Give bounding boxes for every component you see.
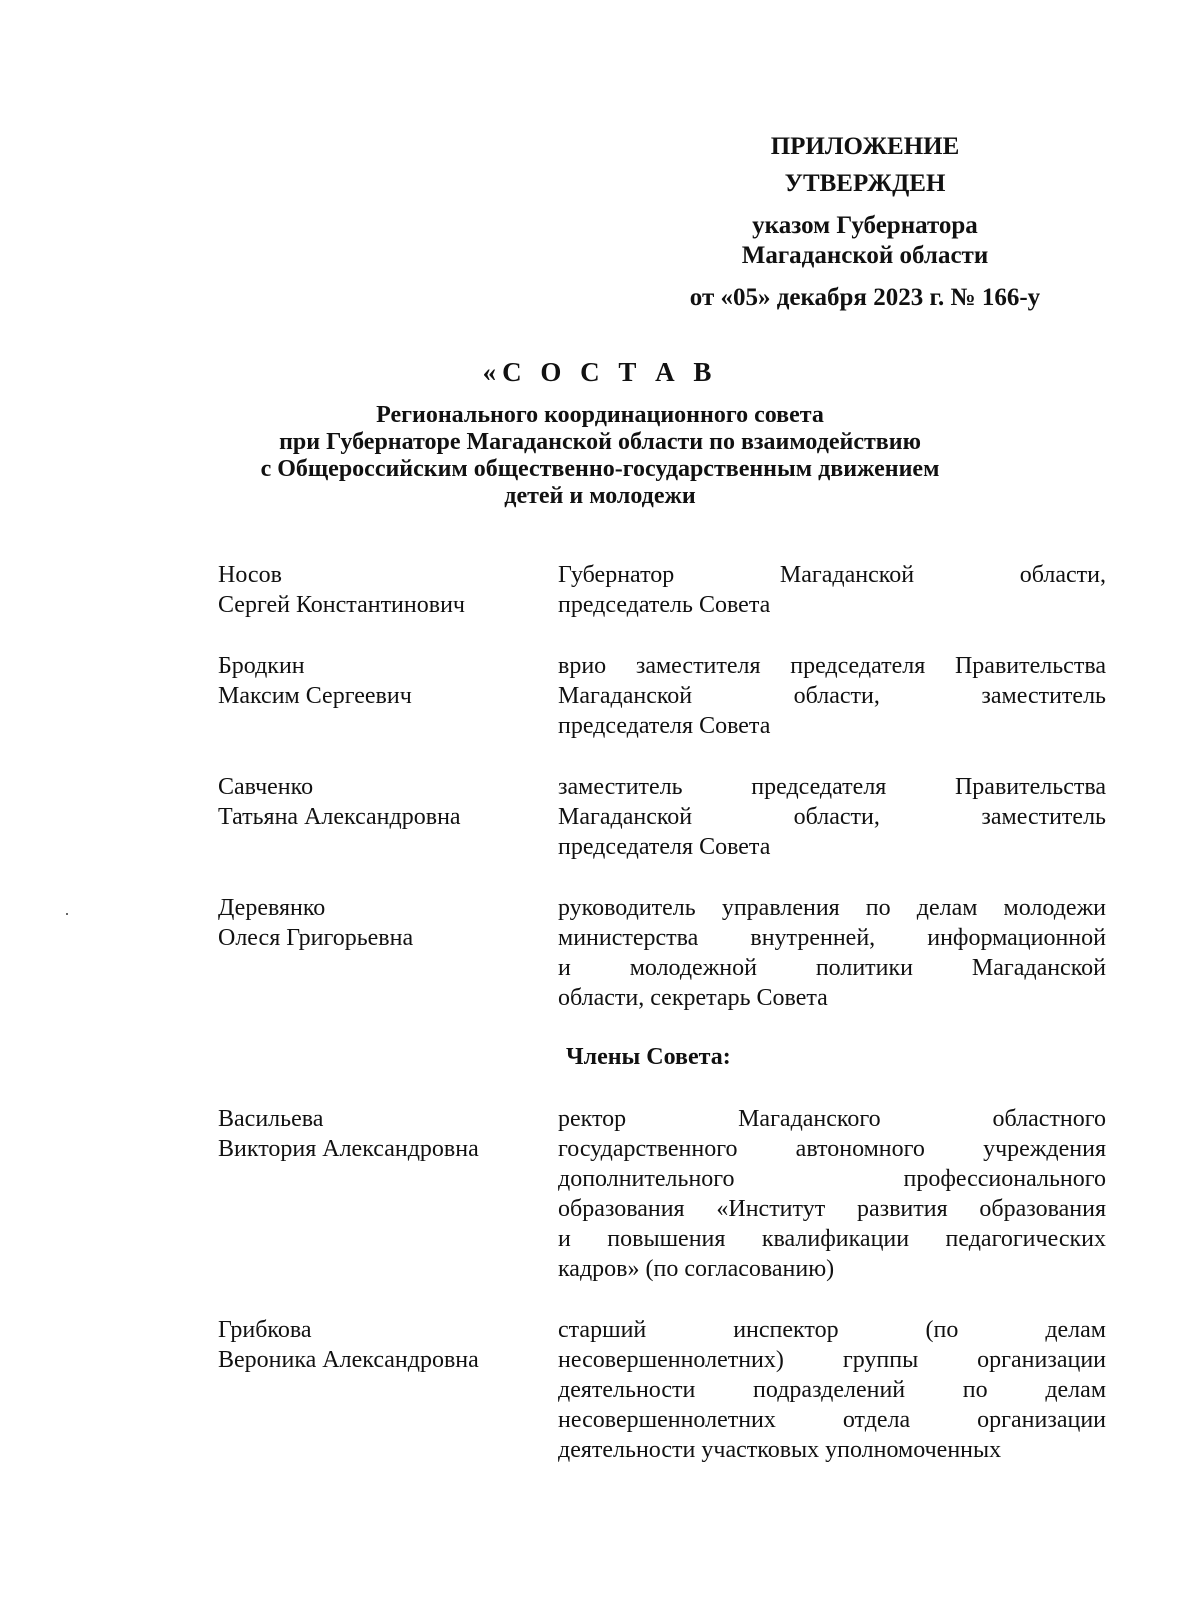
members-heading: Члены Совета: (566, 1044, 731, 1070)
role-line: несовершеннолетних отдела организации (558, 1407, 1106, 1433)
subtitle-line-2: при Губернаторе Магаданской области по взаимодействию (279, 429, 921, 455)
roster-entry (218, 560, 1118, 620)
title-subtitle (160, 402, 1040, 510)
role-line: старший инспектор (по делам (558, 1317, 1106, 1343)
role-line: заместитель председателя Правительства (558, 774, 1106, 800)
person-role (558, 651, 1106, 741)
person-surname: Носов (218, 562, 282, 588)
person-surname: Васильева (218, 1106, 324, 1132)
role-line: государственного автономного учреждения (558, 1136, 1106, 1162)
role-line: министерства внутренней, информационной (558, 925, 1106, 951)
role-line: деятельности участковых уполномоченных (558, 1437, 1002, 1463)
person-role (558, 1315, 1106, 1465)
role-line: председателя Совета (558, 834, 771, 860)
person-name (218, 1315, 558, 1465)
person-role (558, 772, 1106, 862)
subtitle-line-1: Регионального координационного совета (376, 402, 824, 428)
role-line: деятельности подразделений по делам (558, 1377, 1106, 1403)
person-role (558, 1104, 1106, 1284)
roster-entry (218, 893, 1118, 1013)
person-name (218, 560, 558, 620)
role-line: области, секретарь Совета (558, 985, 828, 1011)
role-line: председатель Совета (558, 592, 771, 618)
role-line: Магаданской области, заместитель (558, 804, 1106, 830)
person-name (218, 651, 558, 741)
decree-date-number: от «05» декабря 2023 г. № 166-у (689, 284, 1041, 311)
members-list (218, 1104, 1118, 1465)
person-name (218, 1104, 558, 1284)
document-title (160, 356, 1040, 510)
person-name (218, 772, 558, 862)
person-surname: Бродкин (218, 653, 305, 679)
role-line: и повышения квалификации педагогических (558, 1226, 1106, 1252)
role-line: кадров» (по согласованию) (558, 1256, 835, 1282)
leadership-list (218, 560, 1118, 1013)
council-roster (218, 560, 1118, 1496)
role-line: несовершеннолетних) группы организации (558, 1347, 1106, 1373)
role-line: руководитель управления по делам молодежи (558, 895, 1106, 921)
role-line: и молодежной политики Магаданской (558, 955, 1106, 981)
person-name (218, 893, 558, 1013)
person-given-names: Виктория Александровна (218, 1136, 479, 1162)
subtitle-line-3: с Общероссийским общественно-государственным движением (260, 456, 940, 482)
title-main: «С О С Т А В (482, 357, 718, 387)
role-line: ректор Магаданского областного (558, 1106, 1106, 1132)
appendix-label: ПРИЛОЖЕНИЕ (770, 133, 960, 160)
person-role (558, 893, 1106, 1013)
subtitle-line-4: детей и молодежи (504, 483, 696, 509)
role-line: образования «Институт развития образования (558, 1196, 1106, 1222)
roster-entry (218, 651, 1118, 741)
role-line: дополнительного профессионального (558, 1166, 1106, 1192)
scan-speck (66, 913, 68, 915)
person-given-names: Сергей Константинович (218, 592, 465, 618)
person-given-names: Максим Сергеевич (218, 683, 412, 709)
person-surname: Савченко (218, 774, 314, 800)
person-given-names: Олеся Григорьевна (218, 925, 414, 951)
role-line: Губернатор Магаданской области, (558, 562, 1106, 588)
person-given-names: Татьяна Александровна (218, 804, 461, 830)
decree-line-1: указом Губернатора (752, 212, 978, 239)
approved-label: УТВЕРЖДЕН (784, 170, 946, 197)
person-role (558, 560, 1106, 620)
person-given-names: Вероника Александровна (218, 1347, 479, 1373)
role-line: врио заместителя председателя Правительства (558, 653, 1106, 679)
person-surname: Деревянко (218, 895, 326, 921)
person-surname: Грибкова (218, 1317, 312, 1343)
roster-entry (218, 1315, 1118, 1465)
roster-entry (218, 772, 1118, 862)
role-line: Магаданской области, заместитель (558, 683, 1106, 709)
roster-entry (218, 1104, 1118, 1284)
role-line: председателя Совета (558, 713, 771, 739)
decree-line-2: Магаданской области (741, 242, 989, 269)
approval-stamp (665, 132, 1065, 313)
